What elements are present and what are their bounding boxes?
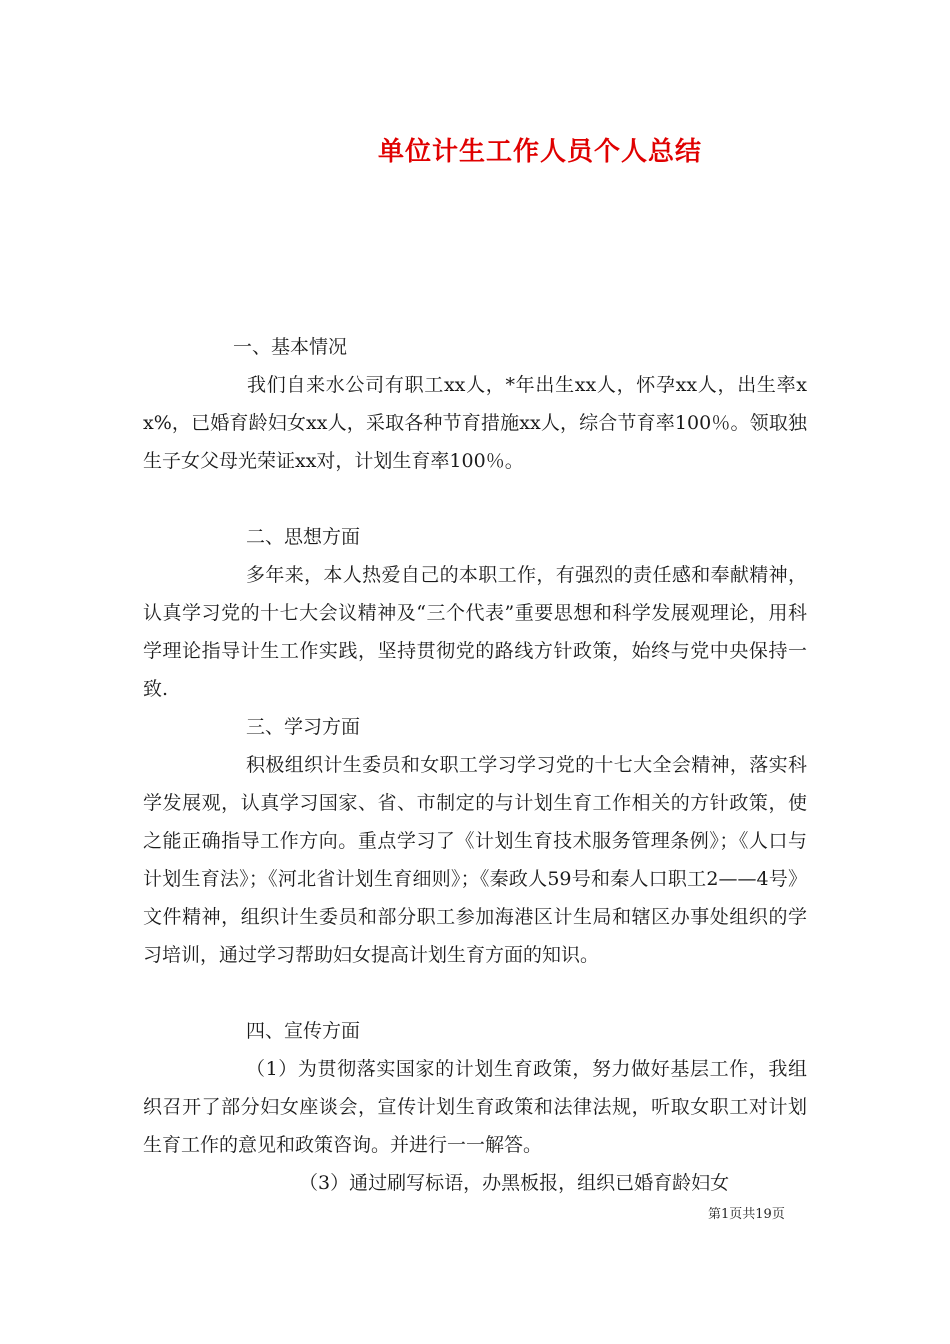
section-heading-ideology: 二、思想方面 (246, 526, 361, 548)
paragraph-basic-situation: 我们自来水公司有职工xx人，*年出生xx人，怀孕xx人，出生率xx%，已婚育龄妇女xx人，采取各种节育措施xx人，综合节育率100％。领取独生子女父母光荣证xx对，计划生育率100％。 (143, 374, 807, 472)
paragraph-publicity-3: （3）通过刷写标语，办黑板报，组织已婚育龄妇女 (299, 1172, 730, 1194)
section-heading-study: 三、学习方面 (246, 716, 361, 738)
section-heading-basic-situation: 一、基本情况 (233, 336, 348, 358)
page-title: 单位计生工作人员个人总结 (377, 137, 702, 167)
paragraph-publicity-1: （1）为贯彻落实国家的计划生育政策，努力做好基层工作，我组织召开了部分妇女座谈会，宣传计划生育政策和法律法规，听取女职工对计划生育工作的意见和政策咨询。并进行一一解答。 (143, 1058, 807, 1156)
paragraph-ideology: 多年来，本人热爱自己的本职工作，有强烈的责任感和奉献精神，认真学习党的十七大会议精神及“三个代表”重要思想和科学发展观理论，用科学理论指导计生工作实践，坚持贯彻党的路线方针政策，始终与党中央保持一致. (143, 564, 807, 700)
paragraph-study: 积极组织计生委员和女职工学习学习党的十七大全会精神，落实科学发展观，认真学习国家、省、市制定的与计划生育工作相关的方针政策，使之能正确指导工作方向。重点学习了《计划生育技术服务管理条例》；《人口与计划生育法》；《河北省计划生育细则》；《秦政人59号和秦人口职工2——4号》文件精神，组织计生委员和部分职工参加海港区计生局和辖区办事处组织的学习培训，通过学习帮助妇女提高计划生育方面的知识。 (143, 754, 807, 966)
section-heading-publicity: 四、宣传方面 (246, 1020, 361, 1042)
page-number-footer: 第1页共19页 (708, 1207, 785, 1222)
